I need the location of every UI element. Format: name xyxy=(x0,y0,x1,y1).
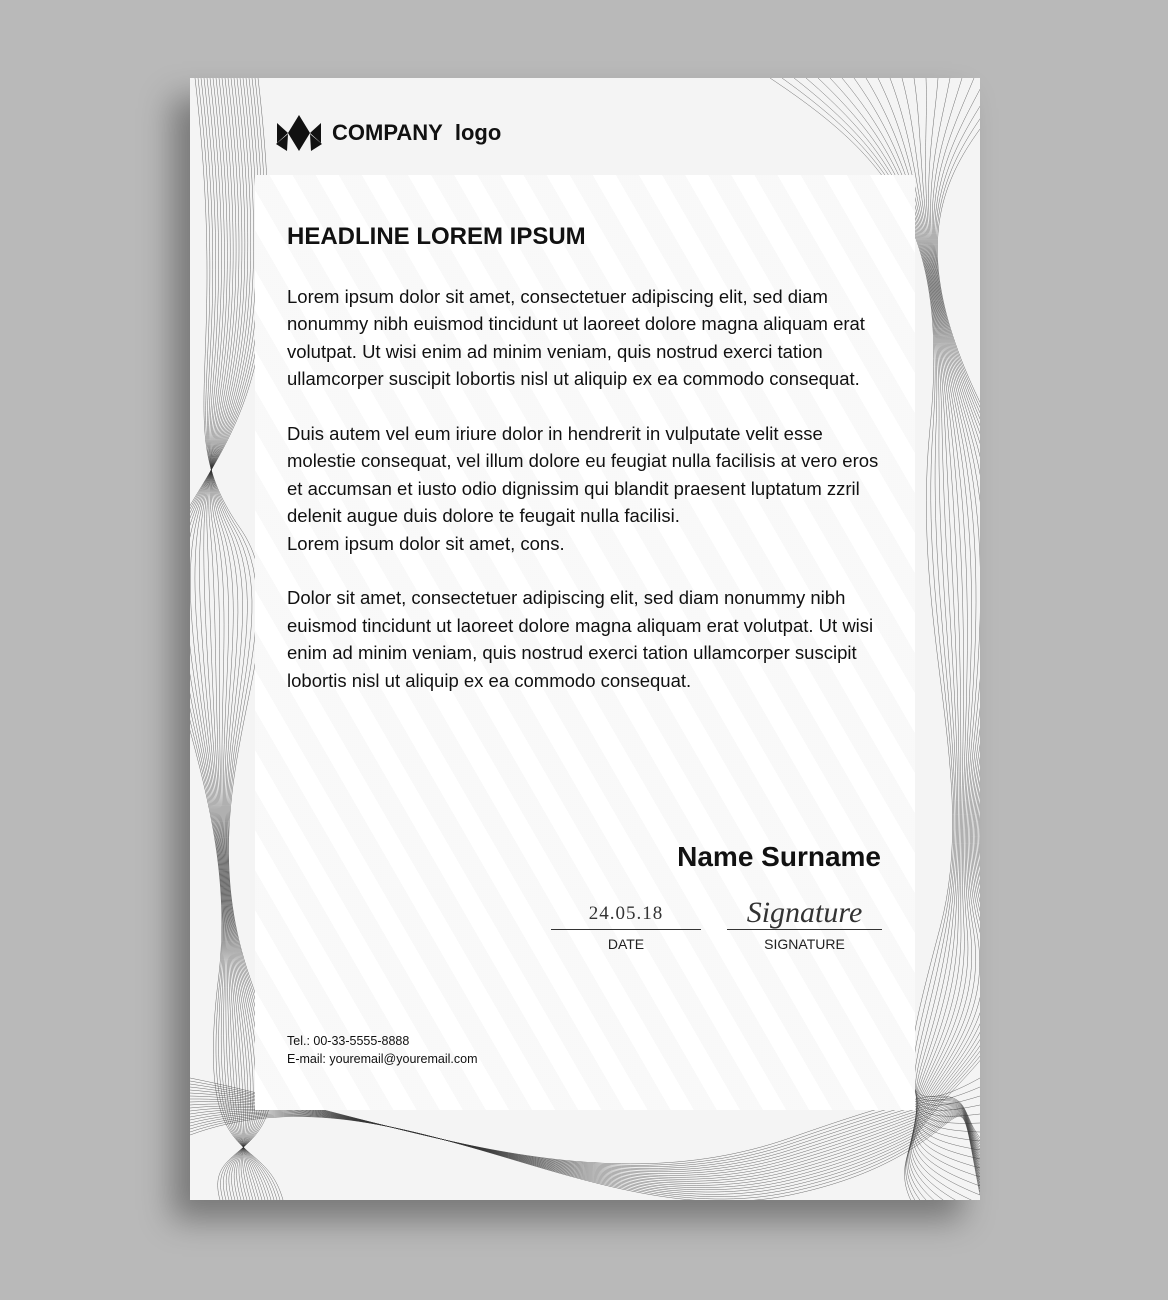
contact-email: E-mail: youremail@youremail.com xyxy=(287,1052,478,1066)
body-text xyxy=(287,283,887,721)
contact-info xyxy=(287,1032,478,1068)
wave-line xyxy=(190,1111,980,1188)
wave-line xyxy=(190,1116,980,1199)
logo-suffix: logo xyxy=(454,120,502,145)
company-logo xyxy=(276,113,501,153)
wave-line xyxy=(190,1114,980,1194)
wave-line xyxy=(211,78,253,1200)
signature-field xyxy=(727,896,882,952)
signature-label: SIGNATURE xyxy=(764,936,845,952)
paragraph: Dolor sit amet, consectetuer adipiscing elit, sed diam nonummy nibh euismod tincidunt ut laoreet dolore magna aliquam erat volutpat. Ut wisi enim ad minim veniam, quis nostrud exerci tation ullamcorper suscipit lobortis nisl ut aliquip ex ea commodo consequat. xyxy=(287,587,874,691)
wave-line xyxy=(909,78,980,1200)
paragraph: Lorem ipsum dolor sit amet, cons. xyxy=(287,532,565,554)
wave-line xyxy=(190,1115,980,1197)
logo-triangles-icon xyxy=(276,113,322,153)
date-line xyxy=(551,929,701,930)
contact-tel: Tel.: 00-33-5555-8888 xyxy=(287,1034,410,1048)
wave-line xyxy=(204,78,256,1200)
company-name: COMPANY xyxy=(332,120,443,145)
wave-line xyxy=(905,78,980,1200)
headline: HEADLINE LOREM IPSUM xyxy=(287,223,586,250)
wave-line xyxy=(210,78,259,1200)
wave-line xyxy=(209,78,250,1200)
letterhead-page xyxy=(190,78,980,1200)
signature-value: Signature xyxy=(746,896,863,929)
paragraph: Duis autem vel eum iriure dolor in hendrerit in vulputate velit esse molestie consequat, vel illum dolore eu feugiat nulla facilisis at vero eros et accumsan et iusto odio dignissim qui blandit praesent luptatum zzril delenit augue duis dolore te feugait nulla facilisi. xyxy=(287,423,879,527)
date-value: 24.05.18 xyxy=(588,903,664,924)
signature-line xyxy=(727,929,882,930)
signer-name: Name Surname xyxy=(677,841,881,872)
paragraph: Lorem ipsum dolor sit amet, consectetuer adipiscing elit, sed diam nonummy nibh euismod tincidunt ut laoreet dolore magna aliquam erat volutpat. Ut wisi enim ad minim veniam, quis nostrud exerci tation ullamcorper suscipit lobortis nisl ut aliquip ex ea commodo consequat. xyxy=(287,286,865,390)
content-panel xyxy=(255,175,915,1110)
wave-line xyxy=(210,78,248,1200)
date-label: DATE xyxy=(607,936,645,952)
date-field xyxy=(551,903,701,952)
